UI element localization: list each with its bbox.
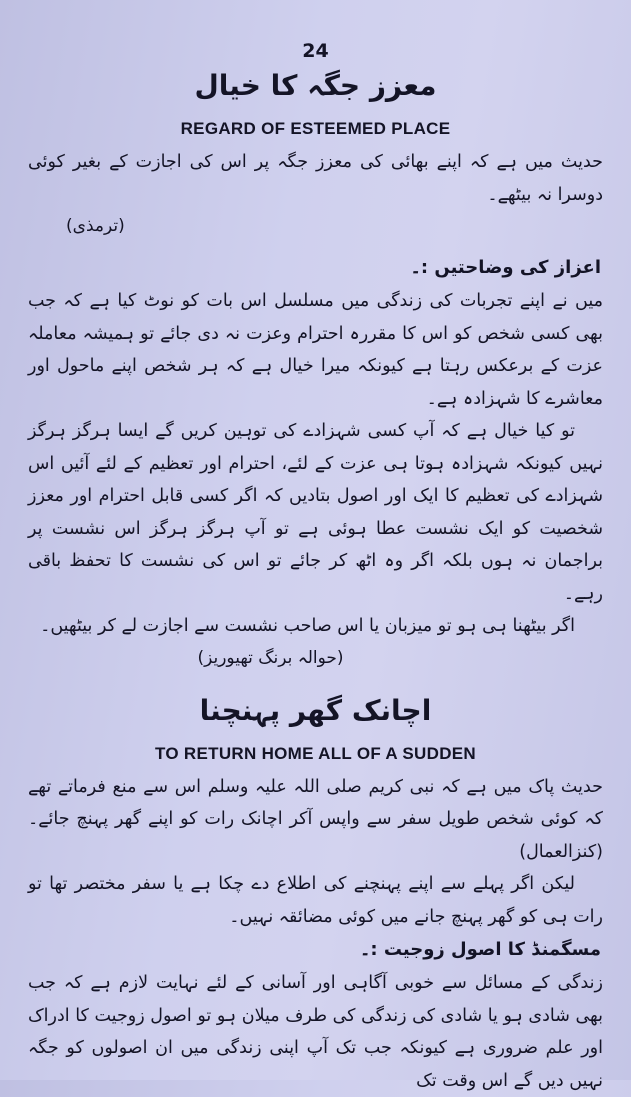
subheading: مسگمنڈ کا اصول زوجیت :۔ (359, 939, 601, 960)
explanation-heading: اعزاز کی وضاحتیں :۔ (410, 257, 601, 278)
section-title-urdu: اچانک گھر پہنچنا (199, 693, 432, 727)
section-title-urdu: معزز جگہ کا خیال (194, 69, 437, 102)
paragraph: تو کیا خیال ہے کہ آپ کسی شہزادے کی توہین کریں گے ایسا ہرگز ہرگز نہیں کیونکہ شہزادہ ہوتا ہی عزت کے لئے، احترام اور تعظیم کے لئے آئیں اس شہزادے کی تعظیم کا ایک اور اصول بتادیں کہ اگر کسی قابل احترام اور معزز شخصیت کو ایک نشست عطا ہوئی ہے تو آپ ہرگز ہرگز اس نشست پر براجمان نہ ہوں بلکہ اگر وہ اٹھ کر جائے تو اس کی نشست کا تحفظ باقی رہے۔ (28, 421, 603, 604)
hadith-reference: (ترمذی) (66, 216, 125, 236)
hadith-text: حدیث پاک میں ہے کہ نبی کریم صلی اللہ علیہ وسلم اس سے منع فرماتے تھے کہ کوئی شخص طویل سفر سے واپس آکر اچانک رات کو اپنے گھر پہنچ جائے۔ (کنزالعمال) (28, 776, 603, 862)
hadith-text: حدیث میں ہے کہ اپنے بھائی کی معزز جگہ پر اس کی اجازت کے بغیر کوئی دوسرا نہ بیٹھے۔ (28, 152, 603, 205)
paragraph-reference: (حوالہ برنگ تھیوریز) (197, 647, 344, 668)
section-title-english: REGARD OF ESTEEMED PLACE (180, 119, 451, 138)
section-title-english: TO RETURN HOME ALL OF A SUDDEN (155, 743, 476, 763)
page-number: 24 (302, 40, 329, 62)
paragraph: اگر بیٹھنا ہی ہو تو میزبان یا اس صاحب نشست سے اجازت لے کر بیٹھیں۔ (40, 616, 575, 636)
paragraph: زندگی کے مسائل سے خوبی آگاہی اور آسانی کے لئے نہایت لازم ہے کہ جب بھی شادی ہو یا شادی کی زندگی کی طرف میلان ہو تو اصول زوجیت کا ادراک اور علم ضروری ہے کیونکہ جب تک آپ اپنی زندگی میں ان اصولوں کو جگہ نہیں دیں گے اس وقت تک (28, 973, 603, 1091)
paragraph: لیکن اگر پہلے سے اپنے پہنچنے کی اطلاع دے چکا ہے یا سفر مختصر تھا تو رات ہی کو گھر پہنچ جانے میں کوئی مضائقہ نہیں۔ (28, 874, 603, 927)
paragraph: میں نے اپنے تجربات کی زندگی میں مسلسل اس بات کو نوٹ کیا ہے کہ جب بھی کسی شخص کو اس کا مقررہ احترام وعزت نہ دی جائے تو ہمیشہ معاملہ عزت کے برعکس رہتا ہے کیونکہ میرا خیال ہے کہ ہر شخص اپنے ماحول اور معاشرے کا شہزادہ ہے۔ (28, 291, 603, 409)
